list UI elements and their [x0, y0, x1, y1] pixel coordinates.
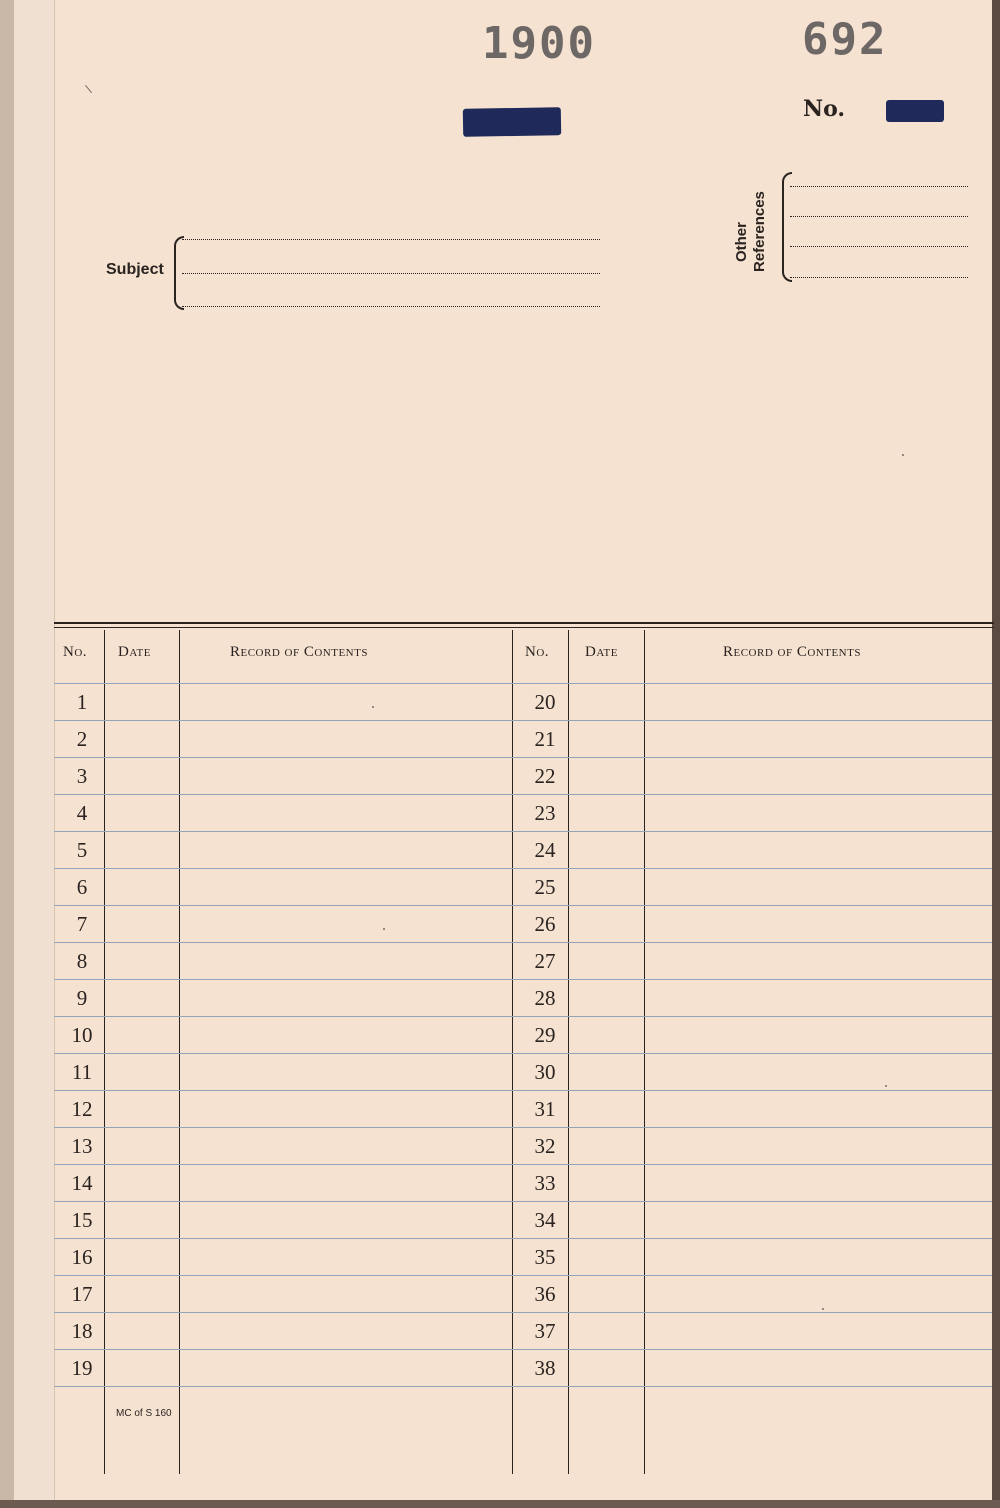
ruled-line — [54, 1164, 992, 1165]
row-number: 2 — [76, 726, 88, 751]
paper-mark — [383, 928, 385, 930]
ruled-line — [54, 1238, 992, 1239]
row-number: 25 — [534, 874, 556, 899]
ruled-line — [54, 942, 992, 943]
binding-spine — [14, 0, 55, 1508]
file-number-stamp: 692 — [802, 14, 888, 65]
row-number: 9 — [76, 985, 88, 1010]
row-number: 21 — [534, 726, 556, 751]
row-number: 6 — [76, 874, 88, 899]
row-number: 32 — [534, 1133, 556, 1158]
left-header-date: Date — [118, 644, 151, 660]
reference-line — [790, 246, 968, 247]
ruled-line — [54, 1386, 992, 1387]
row-number: 33 — [534, 1170, 556, 1195]
right-header-date: Date — [585, 644, 618, 660]
row-number: 29 — [534, 1022, 556, 1047]
row-number: 28 — [534, 985, 556, 1010]
ruled-line — [54, 1312, 992, 1313]
row-number: 10 — [71, 1022, 93, 1047]
subject-line — [182, 273, 600, 274]
row-number: 38 — [534, 1355, 556, 1380]
table-top-rule — [54, 622, 994, 624]
paper-mark — [85, 85, 92, 93]
ruled-line — [54, 1201, 992, 1202]
year-stamp: 1900 — [482, 18, 596, 69]
row-number: 20 — [534, 689, 556, 714]
row-number: 11 — [71, 1059, 93, 1084]
reference-line — [790, 277, 968, 278]
ruled-line — [54, 1053, 992, 1054]
ruled-line — [54, 905, 992, 906]
other-references-line1: Other — [733, 222, 750, 263]
number-label: No. — [803, 96, 846, 122]
ruled-line — [54, 868, 992, 869]
subject-line — [182, 306, 600, 307]
row-number: 22 — [534, 763, 556, 788]
subject-label: Subject — [106, 261, 164, 278]
form-code: MC of S 160 — [116, 1408, 172, 1419]
paper-mark — [822, 1308, 824, 1310]
ruled-line — [54, 1349, 992, 1350]
row-number: 35 — [534, 1244, 556, 1269]
row-number: 36 — [534, 1281, 556, 1306]
row-number: 27 — [534, 948, 556, 973]
other-references-line2: References — [751, 191, 768, 272]
ruled-line — [54, 1127, 992, 1128]
row-number: 16 — [71, 1244, 93, 1269]
ruled-line — [54, 1275, 992, 1276]
row-number: 12 — [71, 1096, 93, 1121]
left-header-record: Record of Contents — [230, 644, 368, 660]
other-references-label — [733, 191, 769, 272]
table-top-rule-thin — [54, 627, 994, 628]
ruled-line — [54, 720, 992, 721]
paper-mark — [372, 706, 374, 708]
redaction-mark — [886, 100, 944, 122]
row-number: 30 — [534, 1059, 556, 1084]
header-underline — [54, 683, 992, 684]
references-brace — [782, 172, 792, 282]
page-edge-bottom — [0, 1500, 1000, 1508]
ruled-line — [54, 794, 992, 795]
row-number: 8 — [76, 948, 88, 973]
ruled-line — [54, 1016, 992, 1017]
row-number: 3 — [76, 763, 88, 788]
ruled-line — [54, 757, 992, 758]
subject-line — [182, 239, 600, 240]
right-header-record: Record of Contents — [723, 644, 861, 660]
paper-mark — [902, 454, 904, 456]
right-header-no: No. — [525, 644, 550, 660]
row-number: 13 — [71, 1133, 93, 1158]
page-edge — [0, 0, 14, 1508]
row-number: 23 — [534, 800, 556, 825]
row-number: 18 — [71, 1318, 93, 1343]
row-number: 31 — [534, 1096, 556, 1121]
page-edge-right — [992, 0, 1000, 1508]
ruled-line — [54, 979, 992, 980]
row-number: 4 — [76, 800, 88, 825]
row-number: 26 — [534, 911, 556, 936]
row-number: 15 — [71, 1207, 93, 1232]
row-number: 24 — [534, 837, 556, 862]
reference-line — [790, 216, 968, 217]
row-number: 37 — [534, 1318, 556, 1343]
ruled-line — [54, 1090, 992, 1091]
redaction-mark — [463, 107, 561, 137]
row-number: 19 — [71, 1355, 93, 1380]
row-number: 5 — [76, 837, 88, 862]
row-number: 7 — [76, 911, 88, 936]
row-number: 34 — [534, 1207, 556, 1232]
row-number: 14 — [71, 1170, 93, 1195]
row-number: 1 — [76, 689, 88, 714]
row-number: 17 — [71, 1281, 93, 1306]
left-header-no: No. — [63, 644, 88, 660]
reference-line — [790, 186, 968, 187]
ruled-line — [54, 831, 992, 832]
paper-mark — [885, 1085, 887, 1087]
